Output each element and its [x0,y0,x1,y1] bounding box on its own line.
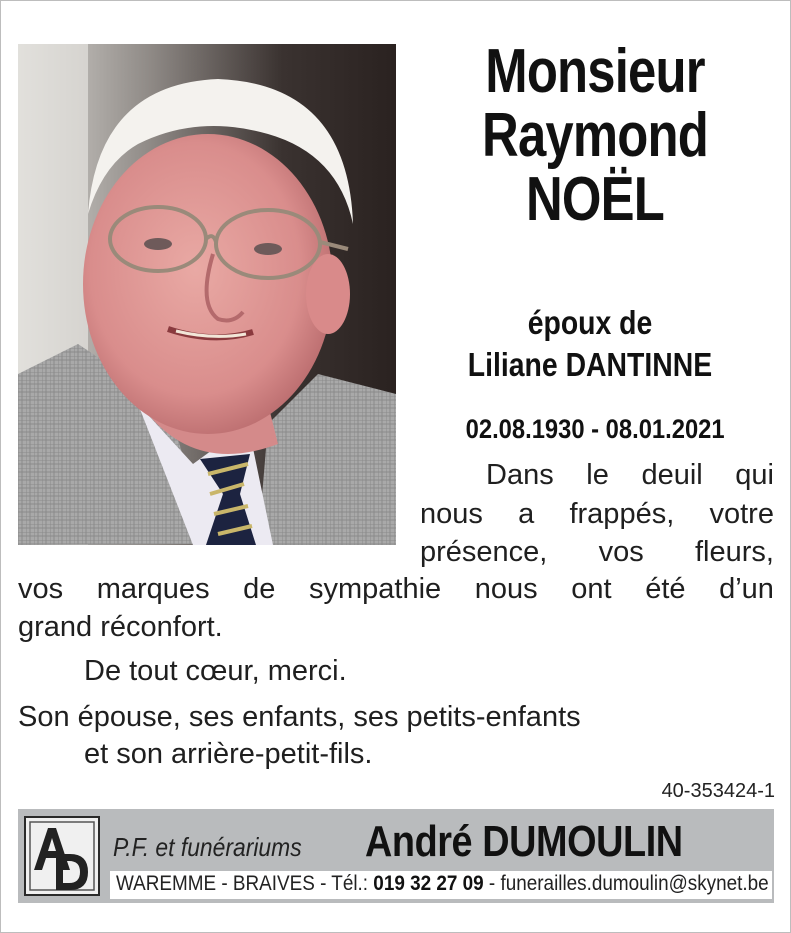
message-line-1: Dans le deuil qui [486,459,774,491]
signature-line-1: Son épouse, ses enfants, ses petits-enfants [18,701,581,733]
contact-text [116,872,769,896]
message-line-5: grand réconfort. [18,611,223,643]
spouse-name: Liliane DANTINNE [467,346,713,383]
message-line-4: vos marques de sympathie nous ont été d’un [18,573,774,605]
first-name: Raymond [482,101,708,170]
portrait-photo [18,44,396,545]
phone-number[interactable]: 019 32 27 09 [373,872,484,895]
email-separator: - [488,872,496,895]
company-name: André DUMOULIN [365,817,683,866]
thanks-line: De tout cœur, merci. [84,655,347,687]
deceased-name [410,37,780,234]
company-prefix: P.F. et funérariums [113,832,302,862]
spouse-relation: époux de [527,304,653,341]
signature-line-2: et son arrière-petit-fils. [84,738,373,770]
life-dates [410,414,780,445]
reference-number: 40-353424-1 [661,780,775,802]
last-name: NOËL [526,165,664,234]
location-text: WAREMME - BRAIVES - Tél.: [116,872,369,895]
message-line-3: présence, vos fleurs, [420,536,774,568]
message-line-2: nous a frappés, votre [420,498,774,530]
title-salutation: Monsieur [485,37,705,106]
contact-bar [110,871,772,899]
ad-logo-icon [24,816,100,896]
email-address[interactable]: funerailles.dumoulin@skynet.be [500,872,769,895]
funeral-home-banner [18,809,774,903]
spouse-info [410,302,770,386]
company-line [113,817,763,867]
dates-text: 02.08.1930 - 08.01.2021 [465,414,725,444]
